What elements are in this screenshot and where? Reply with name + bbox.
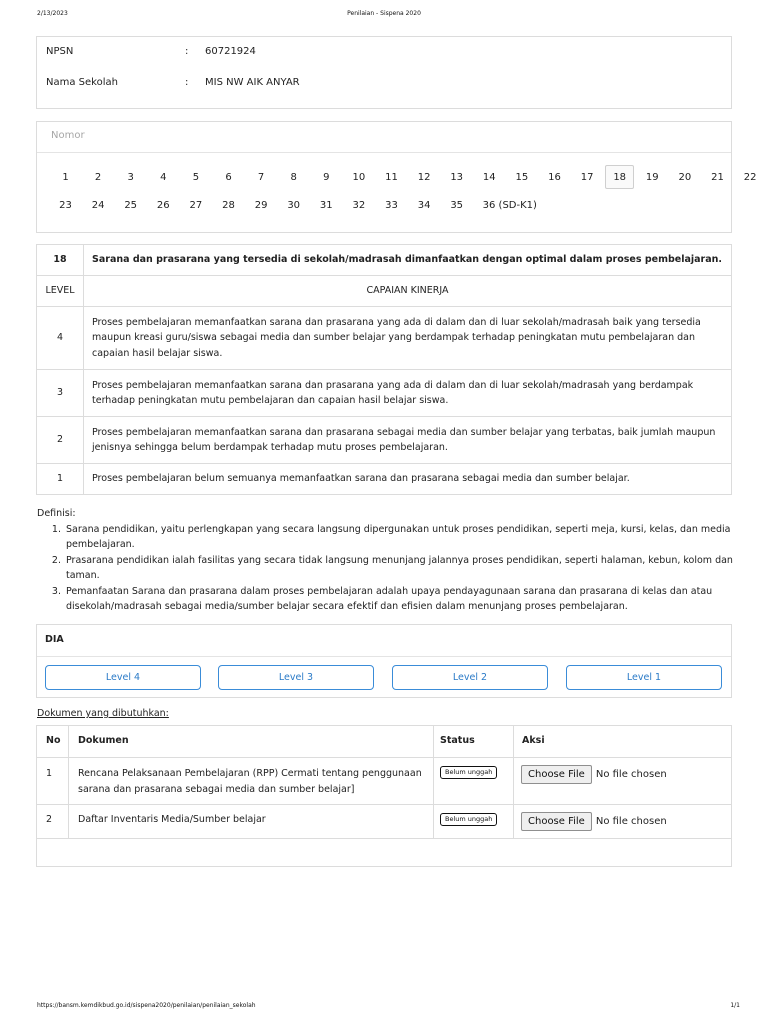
level-3-button[interactable]: Level 3 [218, 665, 374, 690]
nomor-button[interactable]: 12 [410, 165, 439, 189]
nomor-button[interactable]: 4 [149, 165, 178, 189]
school-info-card [36, 36, 732, 109]
school-name-label: Nama Sekolah [46, 77, 118, 88]
level-number: 1 [37, 464, 84, 495]
nomor-button[interactable]: 30 [279, 193, 308, 217]
nomor-button[interactable]: 3 [116, 165, 145, 189]
level-number: 3 [37, 370, 84, 417]
npsn-colon: : [185, 46, 189, 57]
print-url: https://bansm.kemdikbud.go.id/sispena2020/penilaian/penilaian_sekolah [37, 1002, 256, 1009]
criteria-number: 18 [37, 245, 84, 276]
header-status: Status [440, 735, 475, 746]
nomor-button[interactable]: 19 [638, 165, 667, 189]
school-name-colon: : [185, 77, 189, 88]
level-row [37, 370, 732, 417]
criteria-table [36, 244, 732, 495]
level-description: Proses pembelajaran memanfaatkan sarana dan prasarana yang ada di dalam dan di luar sekolah/madrasah baik yang tersedia maupun kreasi guru/siswa sebagai media dan sumber belajar yang berdampak terhadap peningkatan mutu pembelajaran dan capaian hasil belajar siswa. [84, 307, 732, 370]
nomor-button[interactable]: 28 [214, 193, 243, 217]
nomor-button[interactable]: 36 (SD-K1) [475, 193, 545, 217]
nomor-button[interactable]: 10 [344, 165, 373, 189]
level-number: 4 [37, 307, 84, 370]
definisi-list [64, 522, 733, 615]
nomor-button[interactable]: 2 [84, 165, 113, 189]
nomor-button[interactable]: 31 [312, 193, 341, 217]
nomor-title: Nomor [37, 122, 731, 153]
criteria-title-row [37, 245, 732, 276]
level-4-button[interactable]: Level 4 [45, 665, 201, 690]
level-description: Proses pembelajaran memanfaatkan sarana dan prasarana yang ada di dalam dan di luar sekolah/madrasah yang berdampak terhadap peningkatan mutu pembelajaran dan capaian hasil belajar siswa. [84, 370, 732, 417]
nomor-button[interactable]: 6 [214, 165, 243, 189]
file-status-text: No file chosen [595, 816, 667, 827]
nomor-button[interactable]: 20 [670, 165, 699, 189]
nomor-button[interactable]: 32 [344, 193, 373, 217]
school-name-value: MIS NW AIK ANYAR [205, 77, 300, 88]
level-row [37, 417, 732, 464]
criteria-header-row [37, 276, 732, 307]
nomor-card [36, 121, 757, 233]
print-header [0, 10, 768, 22]
dia-title: DIA [37, 625, 731, 657]
dia-card [36, 624, 732, 698]
choose-file-button[interactable]: Choose File [521, 812, 592, 831]
nomor-button[interactable]: 35 [442, 193, 471, 217]
nomor-button[interactable]: 34 [410, 193, 439, 217]
print-title: Penilaian - Sispena 2020 [347, 10, 421, 17]
documents-header-row [37, 726, 731, 758]
definisi-item: 3. Pemanfaatan Sarana dan prasarana dalam proses pembelajaran adalah upaya pendayagunaan sarana dan prasarana di kelas dan atau disekolah/madrasah sebagai media/sumber belajar secara efektif dan efisien dalam menunjang proses pembelajaran. [64, 584, 733, 615]
level-number: 2 [37, 417, 84, 464]
file-status-text: No file chosen [595, 769, 667, 780]
nomor-button[interactable]: 1 [51, 165, 80, 189]
nomor-button[interactable]: 8 [279, 165, 308, 189]
definisi-item: 2. Prasarana pendidikan ialah fasilitas yang secara tidak langsung menunjang jalannya proses pendidikan, seperti halaman, kebun, kolom dan taman. [64, 553, 733, 584]
level-2-button[interactable]: Level 2 [392, 665, 548, 690]
nomor-button[interactable]: 22 [736, 165, 765, 189]
choose-file-button[interactable]: Choose File [521, 765, 592, 784]
definisi-title: Definisi: [37, 508, 76, 519]
nomor-button[interactable]: 23 [51, 193, 80, 217]
dokumen-label: Dokumen yang dibutuhkan: [37, 708, 169, 719]
print-date: 2/13/2023 [37, 10, 68, 17]
level-row [37, 464, 732, 495]
capaian-header: CAPAIAN KINERJA [84, 276, 732, 307]
nomor-button[interactable]: 15 [507, 165, 536, 189]
criteria-statement: Sarana dan prasarana yang tersedia di sekolah/madrasah dimanfaatkan dengan optimal dalam proses pembelajaran. [84, 245, 732, 276]
nomor-button[interactable]: 16 [540, 165, 569, 189]
nomor-button[interactable]: 18 [605, 165, 634, 189]
definisi-section [37, 506, 733, 615]
header-no: No [46, 735, 61, 746]
definisi-item: 1. Sarana pendidikan, yaitu perlengkapan yang secara langsung dipergunakan untuk proses pendidikan, seperti meja, kursi, kelas, dan media pembelajaran. [64, 522, 733, 553]
level-header: LEVEL [37, 276, 84, 307]
nomor-button[interactable]: 26 [149, 193, 178, 217]
nomor-button[interactable]: 29 [247, 193, 276, 217]
nomor-button[interactable]: 33 [377, 193, 406, 217]
document-name: Rencana Pelaksanaan Pembelajaran (RPP) Cermati tentang penggunaan sarana dan prasarana sebagai media dan sumber belajar] [78, 768, 422, 795]
level-row [37, 307, 732, 370]
nomor-button[interactable]: 24 [84, 193, 113, 217]
nomor-button[interactable]: 7 [247, 165, 276, 189]
header-aksi: Aksi [522, 735, 545, 746]
nomor-button[interactable]: 21 [703, 165, 732, 189]
file-input [521, 765, 667, 784]
nomor-button[interactable]: 27 [181, 193, 210, 217]
npsn-value: 60721924 [205, 46, 256, 57]
document-row [37, 758, 731, 805]
document-number: 2 [46, 814, 53, 825]
level-description: Proses pembelajaran memanfaatkan sarana dan prasarana sebagai media dan sumber belajar yang terbatas, baik jumlah maupun jenisnya sehingga belum berdampak terhadap mutu proses pembelajaran. [84, 417, 732, 464]
nomor-button[interactable]: 25 [116, 193, 145, 217]
npsn-label: NPSN [46, 46, 74, 57]
level-description: Proses pembelajaran belum semuanya memanfaatkan sarana dan prasarana sebagai media dan sumber belajar. [84, 464, 732, 495]
document-number: 1 [46, 768, 53, 779]
nomor-button[interactable]: 13 [442, 165, 471, 189]
nomor-button[interactable]: 17 [573, 165, 602, 189]
header-dokumen: Dokumen [78, 735, 129, 746]
status-badge: Belum unggah [440, 813, 497, 826]
file-input [521, 812, 667, 831]
document-name: Daftar Inventaris Media/Sumber belajar [78, 814, 266, 825]
documents-table [36, 725, 732, 867]
status-badge: Belum unggah [440, 766, 497, 779]
level-1-button[interactable]: Level 1 [566, 665, 722, 690]
nomor-button[interactable]: 5 [181, 165, 210, 189]
page-number: 1/1 [730, 1002, 740, 1009]
nomor-button[interactable]: 9 [312, 165, 341, 189]
document-row [37, 805, 731, 839]
nomor-button[interactable]: 14 [475, 165, 504, 189]
nomor-button[interactable]: 11 [377, 165, 406, 189]
